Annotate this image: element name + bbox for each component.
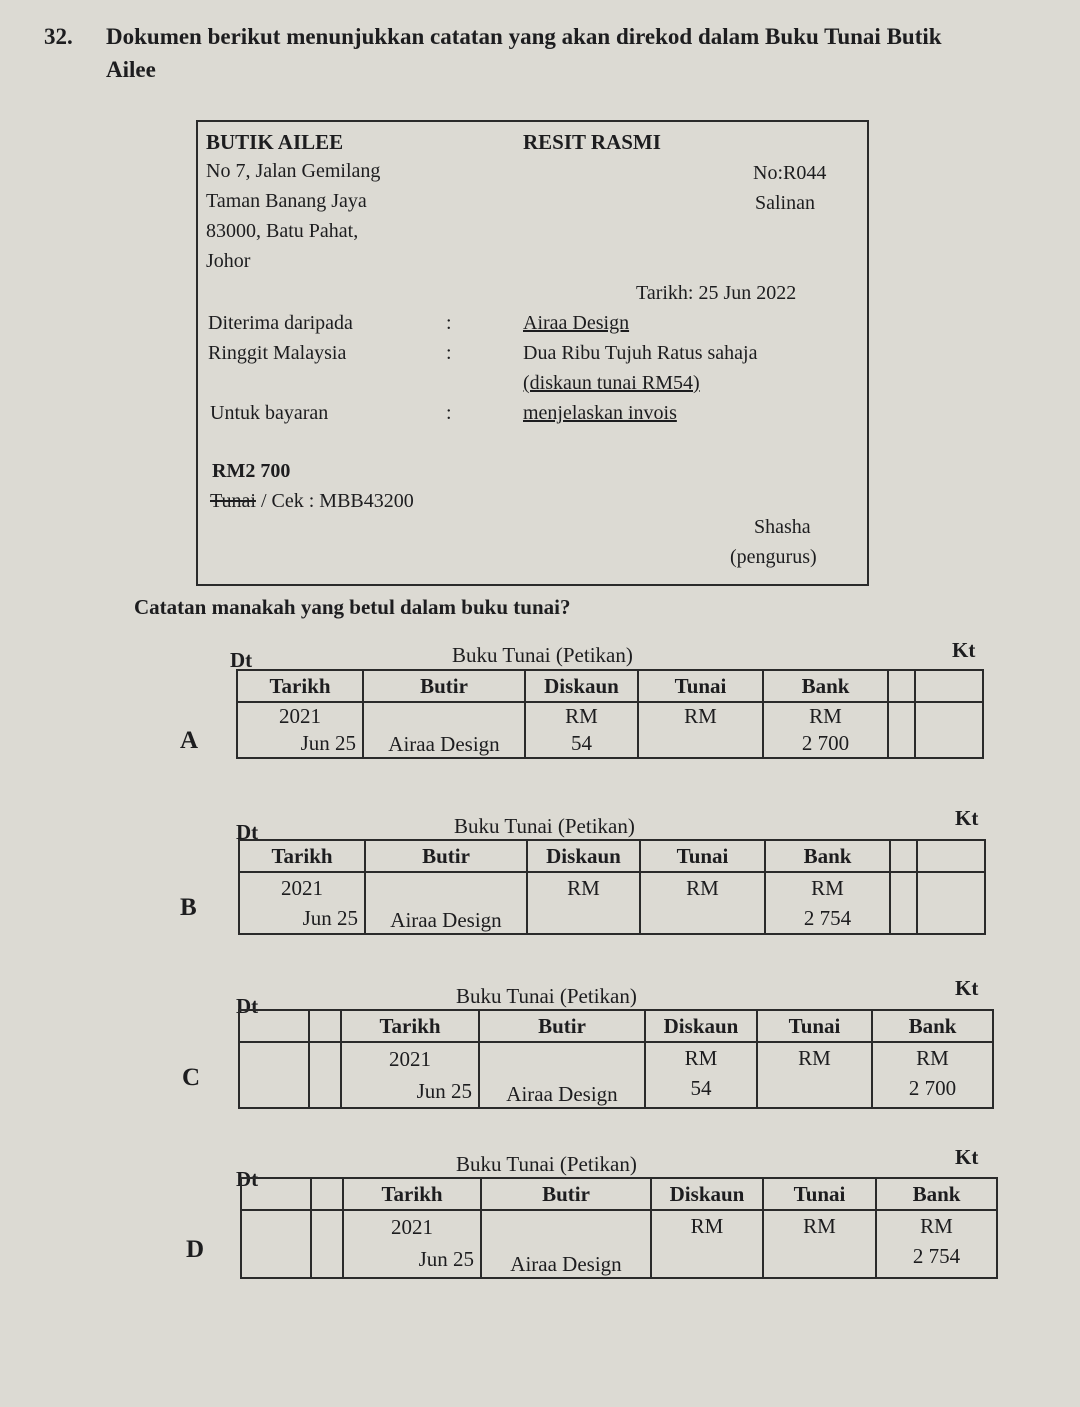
option-a-label[interactable]: A	[180, 727, 199, 754]
butir-cell	[365, 872, 527, 934]
date: Jun 25	[300, 731, 356, 755]
header-empty	[311, 1178, 343, 1210]
butir-value: Airaa Design	[506, 1082, 618, 1106]
header-tarikh: Tarikh	[343, 1178, 481, 1210]
date: Jun 25	[302, 906, 358, 930]
header-butir: Butir	[365, 840, 527, 872]
year: 2021	[281, 876, 323, 900]
bank-value: 2 754	[912, 1244, 961, 1268]
cheque-number: / Cek : MBB43200	[260, 490, 414, 512]
butir-value: Airaa Design	[510, 1252, 622, 1276]
address-line2: Taman Banang Jaya	[206, 190, 367, 212]
header-bank: Bank	[765, 840, 890, 872]
amount-words-colon: :	[446, 342, 452, 364]
option-c-label[interactable]: C	[182, 1064, 201, 1091]
header-empty	[888, 670, 915, 702]
date-cell	[341, 1042, 479, 1108]
payment-method	[210, 490, 414, 513]
diskaun-cell	[651, 1210, 763, 1278]
copy-label: Salinan	[755, 192, 815, 214]
option-d-title: Buku Tunai (Petikan)	[456, 1152, 637, 1176]
option-b-dt: Dt	[236, 820, 259, 844]
header-butir: Butir	[363, 670, 525, 702]
empty-cell	[311, 1210, 343, 1278]
option-c-kt: Kt	[955, 976, 979, 1000]
date-cell	[237, 702, 363, 758]
option-d-kt: Kt	[955, 1145, 979, 1169]
option-c-dt: Dt	[236, 994, 259, 1018]
diskaun-unit: RM	[565, 704, 598, 728]
header-tunai: Tunai	[763, 1178, 876, 1210]
option-d-dt: Dt	[236, 1167, 259, 1191]
empty-cell	[239, 1042, 309, 1108]
option-b-kt: Kt	[955, 806, 979, 830]
question-text-line1: Dokumen berikut menunjukkan catatan yang akan direkod dalam Buku Tunai Butik	[106, 24, 942, 49]
table-row	[241, 1210, 997, 1278]
date: Jun 25	[416, 1079, 472, 1103]
option-c-title: Buku Tunai (Petikan)	[456, 984, 637, 1008]
receipt-number: No:R044	[753, 162, 827, 184]
purpose-value: menjelaskan invois	[523, 402, 677, 424]
diskaun-value: 54	[571, 731, 592, 755]
received-from-label: Diterima daripada	[208, 312, 353, 334]
header-bank: Bank	[872, 1010, 993, 1042]
amount-words-value: Dua Ribu Tujuh Ratus sahaja	[523, 342, 758, 364]
header-tarikh: Tarikh	[239, 840, 365, 872]
header-tarikh: Tarikh	[237, 670, 363, 702]
header-empty	[239, 1010, 309, 1042]
tunai-cell	[638, 702, 763, 758]
tunai-unit: RM	[686, 876, 719, 900]
butir-value: Airaa Design	[390, 908, 502, 932]
question-prompt: Catatan manakah yang betul dalam buku tunai?	[134, 595, 571, 619]
bank-value: 2 700	[908, 1076, 957, 1100]
question-text-line2: Ailee	[106, 57, 156, 83]
diskaun-cell	[527, 872, 640, 934]
cash-struck: Tunai	[210, 490, 256, 512]
header-diskaun: Diskaun	[651, 1178, 763, 1210]
option-a-table	[236, 669, 984, 759]
purpose-label: Untuk bayaran	[210, 402, 329, 424]
diskaun-value: 54	[690, 1076, 712, 1100]
option-d-label[interactable]: D	[186, 1236, 205, 1263]
bank-cell	[872, 1042, 993, 1108]
table-header-row	[237, 670, 983, 702]
empty-cell	[917, 872, 985, 934]
bank-unit: RM	[809, 704, 842, 728]
empty-cell	[890, 872, 917, 934]
diskaun-unit: RM	[690, 1214, 724, 1238]
signer-role: (pengurus)	[730, 546, 817, 568]
empty-cell	[309, 1042, 341, 1108]
tunai-cell	[640, 872, 765, 934]
header-diskaun: Diskaun	[527, 840, 640, 872]
header-tarikh: Tarikh	[341, 1010, 479, 1042]
bank-cell	[876, 1210, 997, 1278]
bank-cell	[765, 872, 890, 934]
header-empty	[241, 1178, 311, 1210]
amount-words-label: Ringgit Malaysia	[208, 342, 347, 364]
bank-cell	[763, 702, 888, 758]
header-diskaun: Diskaun	[645, 1010, 757, 1042]
receipt-date: Tarikh: 25 Jun 2022	[636, 282, 797, 304]
header-diskaun: Diskaun	[525, 670, 638, 702]
address-line3: 83000, Batu Pahat,	[206, 220, 359, 242]
question-text	[106, 20, 1006, 87]
address-line4: Johor	[206, 250, 251, 272]
option-d-table	[240, 1177, 998, 1279]
butir-cell	[481, 1210, 651, 1278]
option-b-label[interactable]: B	[180, 894, 197, 921]
header-empty	[915, 670, 983, 702]
header-empty	[917, 840, 985, 872]
header-butir: Butir	[479, 1010, 645, 1042]
table-row	[239, 1042, 993, 1108]
table-row	[239, 872, 985, 934]
question-number: 32.	[44, 24, 73, 49]
bank-value: 2 754	[803, 906, 852, 930]
receipt-doc-type: RESIT RASMI	[523, 130, 661, 154]
bank-unit: RM	[811, 876, 844, 900]
bank-value: 2 700	[801, 731, 850, 755]
butir-cell	[363, 702, 525, 758]
year: 2021	[389, 1047, 431, 1071]
diskaun-cell	[525, 702, 638, 758]
table-header-row	[239, 840, 985, 872]
header-bank: Bank	[763, 670, 888, 702]
header-tunai: Tunai	[638, 670, 763, 702]
tunai-unit: RM	[684, 704, 717, 728]
header-tunai: Tunai	[640, 840, 765, 872]
empty-cell	[915, 702, 983, 758]
year: 2021	[279, 704, 321, 728]
empty-cell	[888, 702, 915, 758]
diskaun-cell	[645, 1042, 757, 1108]
received-from-colon: :	[446, 312, 452, 334]
empty-cell	[241, 1210, 311, 1278]
option-b-title: Buku Tunai (Petikan)	[454, 814, 635, 838]
bank-unit: RM	[916, 1046, 949, 1070]
option-c-table	[238, 1009, 994, 1109]
date: Jun 25	[418, 1247, 474, 1271]
tunai-unit: RM	[798, 1046, 831, 1070]
official-receipt	[196, 120, 869, 586]
option-b-table	[238, 839, 986, 935]
header-empty	[890, 840, 917, 872]
table-row	[237, 702, 983, 758]
tunai-cell	[757, 1042, 872, 1108]
header-tunai: Tunai	[757, 1010, 872, 1042]
shop-name: BUTIK AILEE	[206, 130, 344, 154]
header-butir: Butir	[481, 1178, 651, 1210]
date-cell	[343, 1210, 481, 1278]
header-empty	[309, 1010, 341, 1042]
option-a-title: Buku Tunai (Petikan)	[452, 643, 633, 667]
address-line1: No 7, Jalan Gemilang	[206, 160, 381, 182]
tunai-unit: RM	[803, 1214, 836, 1238]
table-header-row	[239, 1010, 993, 1042]
receipt-amount: RM2 700	[212, 460, 291, 482]
year: 2021	[391, 1215, 433, 1239]
table-header-row	[241, 1178, 997, 1210]
diskaun-unit: RM	[567, 876, 600, 900]
bank-unit: RM	[920, 1214, 953, 1238]
date-cell	[239, 872, 365, 934]
butir-value: Airaa Design	[388, 732, 500, 756]
option-a-kt: Kt	[952, 638, 976, 662]
discount-note: (diskaun tunai RM54)	[523, 372, 700, 394]
header-bank: Bank	[876, 1178, 997, 1210]
butir-cell	[479, 1042, 645, 1108]
diskaun-unit: RM	[684, 1046, 718, 1070]
received-from-value: Airaa Design	[523, 312, 630, 334]
option-a-dt: Dt	[230, 648, 253, 672]
signer-name: Shasha	[754, 516, 811, 538]
tunai-cell	[763, 1210, 876, 1278]
purpose-colon: :	[446, 402, 452, 424]
